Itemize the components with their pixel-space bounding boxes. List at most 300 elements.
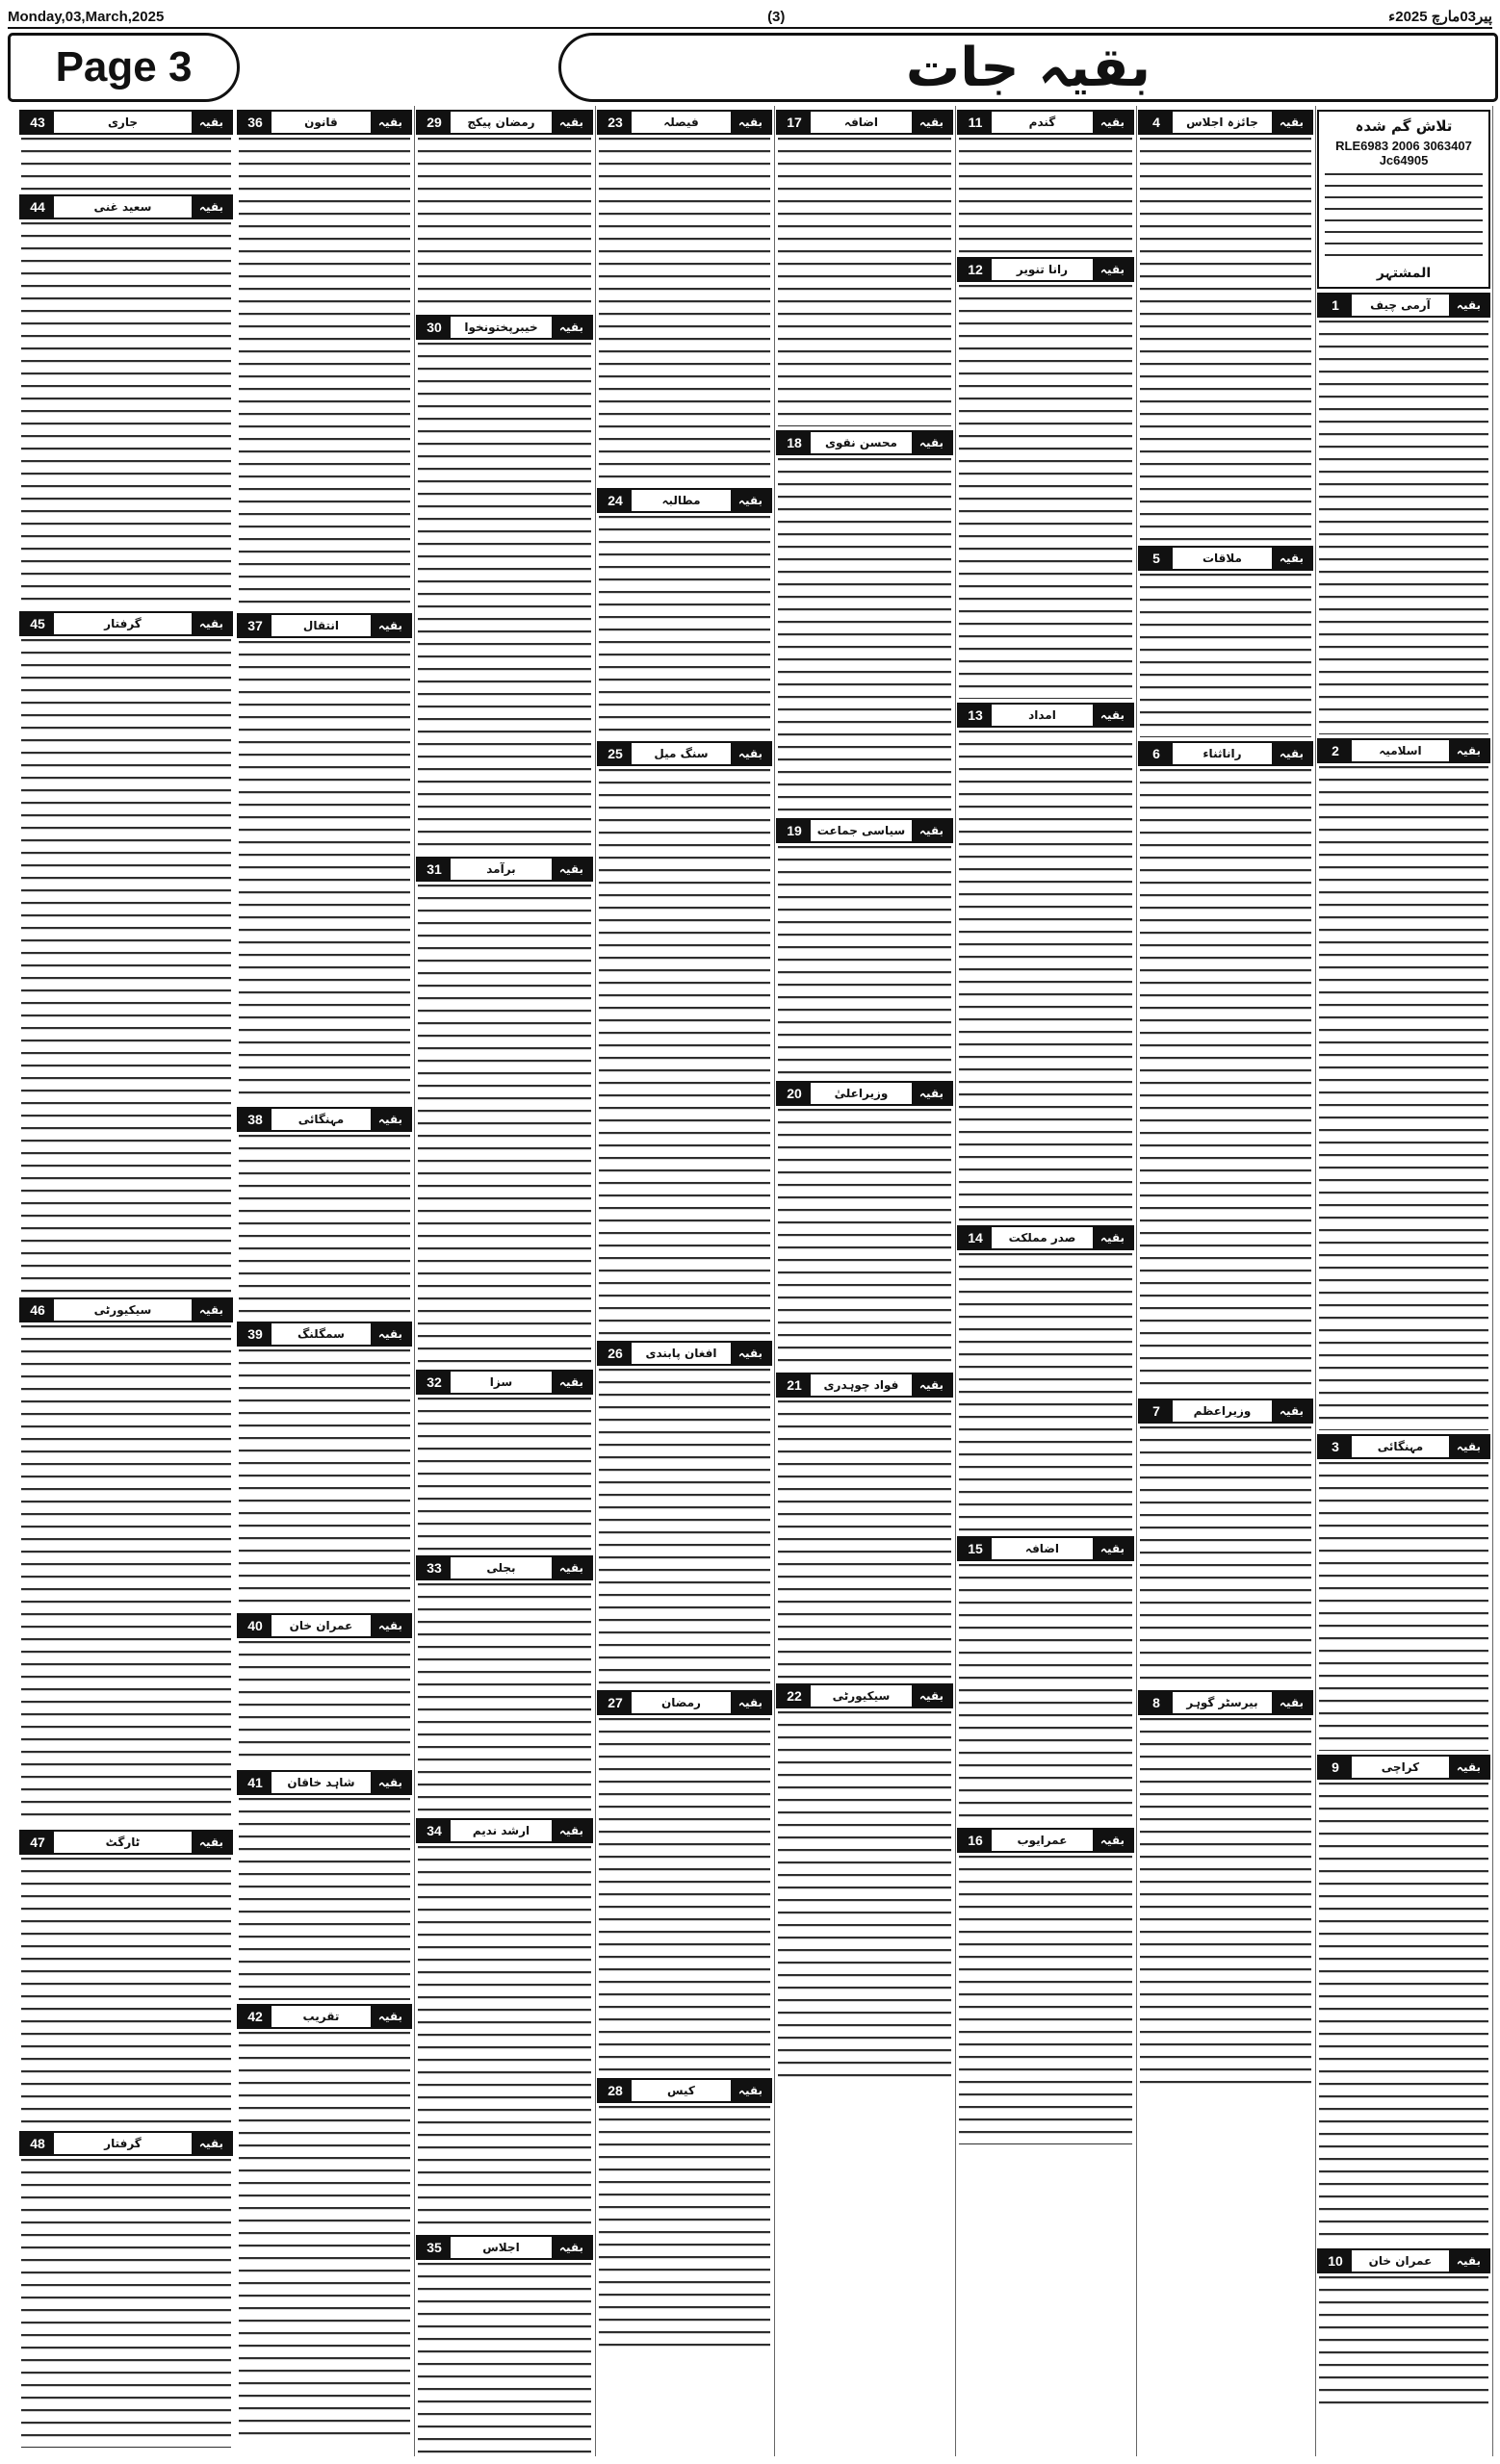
continuation-label: بقیہ	[371, 1109, 410, 1130]
continuation-number: 46	[21, 1299, 54, 1321]
continuation-heading	[776, 818, 953, 843]
article-text	[1140, 1426, 1311, 1686]
continuation-block	[414, 2235, 595, 2455]
continuation-title: مہنگائی	[1377, 1440, 1424, 1453]
continuation-title: سعید غنی	[93, 200, 152, 214]
continuation-block	[1136, 110, 1315, 542]
continuation-label: بقیہ	[912, 820, 951, 841]
article-text	[239, 1135, 410, 1318]
continuation-number: 44	[21, 196, 54, 218]
continuation-title: محسن نقوی	[825, 436, 897, 449]
article-text	[21, 1325, 231, 1826]
article-text	[418, 343, 591, 853]
continuation-title: رمضان پیکج	[467, 116, 535, 129]
continuation-block	[955, 257, 1136, 699]
continuation-block	[955, 1225, 1136, 1532]
article-text	[418, 1583, 591, 1814]
column-4	[774, 106, 956, 2456]
continuation-label: بقیہ	[192, 1299, 231, 1321]
article-text	[778, 1711, 951, 2077]
article-text	[599, 516, 770, 737]
continuation-block	[595, 1341, 774, 1686]
continuation-label: بقیہ	[371, 1772, 410, 1793]
continuation-block	[235, 1322, 414, 1609]
continuation-label: بقیہ	[1449, 740, 1488, 761]
continuation-title: برآمد	[486, 862, 516, 876]
continuation-label: بقیہ	[731, 1343, 770, 1364]
article-text	[21, 222, 231, 607]
continuation-label: بقیہ	[1449, 1757, 1488, 1778]
continuation-number: 7	[1140, 1400, 1173, 1422]
continuation-block	[955, 1828, 1136, 2144]
continuation-number: 33	[418, 1557, 451, 1578]
continuation-heading	[957, 110, 1134, 135]
continuation-heading	[1317, 738, 1490, 763]
continuation-block	[955, 703, 1136, 1221]
continuation-block	[17, 2131, 235, 2448]
continuation-block	[414, 1370, 595, 1552]
continuation-block	[235, 1613, 414, 1766]
continuation-heading	[237, 613, 412, 638]
article-text	[1140, 574, 1311, 737]
continuation-number: 34	[418, 1820, 451, 1841]
continuation-number: 32	[418, 1372, 451, 1393]
continuation-label: بقیہ	[192, 1832, 231, 1853]
continuation-heading	[1138, 1690, 1313, 1715]
continuation-title: رانا تنویر	[1016, 263, 1069, 276]
article-text	[239, 641, 410, 1103]
continuation-number: 43	[21, 112, 54, 133]
continuation-block	[235, 1107, 414, 1318]
continuation-title: سیاسی جماعت	[816, 824, 906, 837]
article-text	[418, 885, 591, 1366]
continuation-label: بقیہ	[1449, 295, 1488, 316]
continuation-label: بقیہ	[552, 1372, 591, 1393]
column-3	[955, 106, 1137, 2456]
continuation-label: بقیہ	[731, 1692, 770, 1713]
continuation-heading	[416, 315, 593, 340]
article-text	[599, 1718, 770, 2074]
continuation-heading	[1317, 1755, 1490, 1780]
continuation-number: 1	[1319, 295, 1352, 316]
continuation-heading	[416, 1370, 593, 1395]
continuation-number: 31	[418, 859, 451, 880]
continuation-title: کراچی	[1381, 1760, 1420, 1774]
continuation-label: بقیہ	[731, 743, 770, 764]
article-text	[1319, 766, 1488, 1430]
continuation-number: 30	[418, 317, 451, 338]
continuation-heading	[237, 1107, 412, 1132]
continuation-title: گرفتار	[104, 2137, 142, 2150]
continuation-heading	[19, 110, 233, 135]
article-text	[959, 1253, 1132, 1532]
article-text	[21, 2159, 231, 2448]
continuation-title: گرفتار	[104, 617, 142, 630]
article-text	[418, 1398, 591, 1552]
continuation-number: 18	[778, 432, 811, 453]
continuation-block	[17, 1830, 235, 2127]
article-text	[959, 1564, 1132, 1824]
continuation-title: اضافہ	[1024, 1542, 1060, 1555]
column-7	[235, 106, 415, 2456]
continuation-number: 20	[778, 1083, 811, 1104]
continuation-heading	[19, 2131, 233, 2156]
continuation-title: وزیراعلیٰ	[834, 1087, 889, 1100]
continuation-block	[1136, 546, 1315, 737]
continuation-title: راناثناء	[1203, 747, 1242, 760]
continuation-label: بقیہ	[371, 1615, 410, 1636]
continuation-number: 36	[239, 112, 272, 133]
continuation-block	[1136, 1690, 1315, 2084]
article-text	[959, 731, 1132, 1221]
article-text	[778, 846, 951, 1077]
article-text	[1140, 769, 1311, 1395]
article-text	[599, 769, 770, 1337]
continuation-title: اضافہ	[843, 116, 879, 129]
article-text	[778, 1109, 951, 1369]
continuation-label: بقیہ	[912, 1083, 951, 1104]
continuation-number: 39	[239, 1323, 272, 1345]
continuation-title: فواد چوہدری	[823, 1378, 899, 1392]
article-text	[1140, 1718, 1311, 2084]
lost-notice-ad	[1317, 110, 1490, 289]
column-2	[1136, 106, 1316, 2456]
continuation-heading	[957, 1225, 1134, 1250]
continuation-heading	[416, 110, 593, 135]
article-text	[1319, 1462, 1488, 1751]
continuation-number: 11	[959, 112, 992, 133]
continuation-heading	[776, 110, 953, 135]
continuation-heading	[1138, 741, 1313, 766]
continuation-number: 38	[239, 1109, 272, 1130]
continuation-heading	[957, 1828, 1134, 1853]
continuation-number: 6	[1140, 743, 1173, 764]
column-1	[1315, 106, 1493, 2456]
continuation-heading	[776, 1683, 953, 1708]
urdu-date: پیر03مارچ 2025ء	[1388, 9, 1492, 25]
continuation-heading	[1317, 293, 1490, 318]
continuation-label: بقیہ	[552, 859, 591, 880]
continuation-heading	[957, 703, 1134, 728]
continuation-number: 12	[959, 259, 992, 280]
continuation-title: خیبرپختونخوا	[464, 321, 538, 334]
continuation-title: انتقال	[302, 619, 339, 632]
article-text	[778, 458, 951, 814]
continuation-number: 45	[21, 613, 54, 634]
page-label: Page 3	[8, 33, 240, 102]
continuation-number: 16	[959, 1830, 992, 1851]
continuation-block	[774, 818, 955, 1077]
continuation-label: بقیہ	[1093, 705, 1132, 726]
continuation-title: سنگ میل	[654, 747, 709, 760]
continuation-label: بقیہ	[1449, 2250, 1488, 2272]
continuation-heading	[1138, 1399, 1313, 1424]
continuation-label: بقیہ	[1093, 1227, 1132, 1248]
article-text	[21, 639, 231, 1294]
article-text	[778, 138, 951, 426]
continuation-label: بقیہ	[192, 613, 231, 634]
continuation-heading	[19, 1830, 233, 1855]
continuation-title: مطالبہ	[661, 494, 701, 507]
continuation-label: بقیہ	[1093, 1538, 1132, 1559]
continuation-label: بقیہ	[912, 112, 951, 133]
continuation-heading	[1317, 2248, 1490, 2273]
article-text	[1319, 321, 1488, 734]
continuation-title: بیرسٹر گوہر	[1186, 1696, 1258, 1709]
continuation-block	[414, 110, 595, 311]
continuation-heading	[776, 1373, 953, 1398]
continuation-title: اجلاس	[482, 2241, 520, 2254]
continuation-block	[774, 110, 955, 426]
article-text	[959, 285, 1132, 699]
continuation-heading	[237, 1770, 412, 1795]
continuation-heading	[1317, 1434, 1490, 1459]
article-text	[239, 138, 410, 609]
continuation-block	[1315, 293, 1492, 734]
continuation-block	[595, 1690, 774, 2074]
continuation-title: جاری	[107, 116, 138, 129]
article-text	[1319, 2276, 1488, 2411]
continuation-block	[774, 1683, 955, 2077]
continuation-block	[414, 1555, 595, 1814]
continuation-number: 8	[1140, 1692, 1173, 1713]
continuation-label: بقیہ	[731, 2080, 770, 2101]
continuation-block	[955, 110, 1136, 253]
continuation-heading	[957, 257, 1134, 282]
continuation-label: بقیہ	[1093, 259, 1132, 280]
continuation-label: بقیہ	[912, 432, 951, 453]
continuation-title: بجلی	[486, 1561, 516, 1575]
continuation-block	[1315, 2248, 1492, 2411]
continuation-label: بقیہ	[1093, 112, 1132, 133]
continuation-heading	[237, 2004, 412, 2029]
section-title: بقیہ جات	[558, 33, 1498, 102]
continuation-block	[595, 110, 774, 484]
article-text	[599, 2106, 770, 2356]
continuation-heading	[597, 1341, 772, 1366]
column-6	[414, 106, 596, 2456]
continuation-heading	[776, 430, 953, 455]
continuation-number: 17	[778, 112, 811, 133]
continuation-heading	[597, 2078, 772, 2103]
continuation-title: عمران خان	[289, 1619, 353, 1632]
article-text	[21, 138, 231, 191]
continuation-number: 14	[959, 1227, 992, 1248]
continuation-title: ملاقات	[1202, 552, 1242, 565]
article-text	[239, 1798, 410, 2000]
date-strip	[8, 6, 1492, 29]
continuation-block	[17, 194, 235, 607]
continuation-label: بقیہ	[552, 317, 591, 338]
continuation-block	[774, 1373, 955, 1680]
continuation-label: بقیہ	[1272, 1400, 1311, 1422]
continuation-label: بقیہ	[552, 1820, 591, 1841]
article-text	[239, 1349, 410, 1609]
continuation-block	[414, 315, 595, 853]
continuation-label: بقیہ	[371, 615, 410, 636]
continuation-number: 41	[239, 1772, 272, 1793]
continuation-title: کیس	[667, 2084, 695, 2097]
lost-notice-refs: RLE6983 2006 3063407 Jc64905	[1335, 139, 1472, 167]
continuation-number: 22	[778, 1685, 811, 1707]
continuation-title: تقریب	[302, 2010, 340, 2023]
continuation-block	[595, 741, 774, 1337]
continuation-label: بقیہ	[371, 1323, 410, 1345]
continuation-title: قانون	[304, 116, 338, 129]
continuation-label: بقیہ	[192, 2133, 231, 2154]
article-text	[239, 2032, 410, 2436]
article-text	[1319, 1783, 1488, 2245]
continuation-heading	[19, 611, 233, 636]
continuation-title: عمران خان	[1368, 2254, 1433, 2268]
continuation-block	[17, 611, 235, 1294]
continuation-label: بقیہ	[731, 112, 770, 133]
continuation-number: 25	[599, 743, 632, 764]
continuation-number: 42	[239, 2006, 272, 2027]
continuation-title: آرمی چیف	[1370, 298, 1431, 312]
page-number-center: (3)	[767, 8, 786, 25]
continuation-block	[414, 857, 595, 1366]
continuation-block	[1315, 1434, 1492, 1751]
continuation-number: 47	[21, 1832, 54, 1853]
continuation-label: بقیہ	[912, 1374, 951, 1396]
continuation-number: 27	[599, 1692, 632, 1713]
continuation-title: رمضان	[661, 1696, 701, 1709]
continuation-block	[595, 2078, 774, 2356]
continuation-block	[595, 488, 774, 737]
article-text	[418, 1846, 591, 2231]
article-text	[959, 1856, 1132, 2144]
continuation-heading	[237, 1613, 412, 1638]
continuation-title: جائزہ اجلاس	[1186, 116, 1258, 129]
continuation-heading	[1138, 546, 1313, 571]
continuation-title: سیکیورٹی	[832, 1689, 891, 1703]
continuation-block	[414, 1818, 595, 2231]
continuation-title: ٹارگٹ	[105, 1835, 141, 1849]
continuation-number: 37	[239, 615, 272, 636]
continuation-title: وزیراعظم	[1193, 1404, 1252, 1418]
continuation-heading	[597, 1690, 772, 1715]
lost-notice-signature: المشتہر	[1376, 266, 1432, 281]
continuation-heading	[957, 1536, 1134, 1561]
continuation-heading	[416, 1818, 593, 1843]
continuation-title: عمرایوب	[1017, 1834, 1068, 1847]
continuation-label: بقیہ	[552, 1557, 591, 1578]
continuation-block	[235, 110, 414, 609]
continuation-block	[1136, 1399, 1315, 1686]
continuation-title: سزا	[489, 1375, 513, 1389]
article-text	[959, 138, 1132, 253]
continuation-label: بقیہ	[1272, 548, 1311, 569]
article-text	[1140, 138, 1311, 542]
continuation-number: 28	[599, 2080, 632, 2101]
continuation-label: بقیہ	[552, 112, 591, 133]
continuation-heading	[597, 110, 772, 135]
continuation-number: 13	[959, 705, 992, 726]
continuation-number: 23	[599, 112, 632, 133]
continuation-title: شاہد خاقان	[287, 1776, 355, 1789]
continuation-heading	[416, 2235, 593, 2260]
continuation-title: سیکیورٹی	[93, 1303, 152, 1317]
continuation-label: بقیہ	[192, 112, 231, 133]
continuation-block	[17, 110, 235, 191]
continuation-title: افغان پابندی	[645, 1347, 717, 1360]
continuation-label: بقیہ	[731, 490, 770, 511]
continuation-block	[1315, 1755, 1492, 2245]
lost-notice-title: تلاش گم شدہ	[1325, 117, 1483, 135]
english-date: Monday,03,March,2025	[8, 8, 165, 25]
continuation-number: 21	[778, 1374, 811, 1396]
continuation-heading	[1138, 110, 1313, 135]
continuation-block	[774, 1081, 955, 1369]
columns-area	[8, 106, 1492, 2456]
article-text	[418, 138, 591, 311]
continuation-heading	[416, 1555, 593, 1580]
continuation-label: بقیہ	[1093, 1830, 1132, 1851]
column-5	[595, 106, 775, 2456]
continuation-number: 48	[21, 2133, 54, 2154]
continuation-heading	[416, 857, 593, 882]
continuation-label: بقیہ	[552, 2237, 591, 2258]
continuation-heading	[19, 1297, 233, 1322]
lost-notice-body	[1325, 173, 1483, 260]
continuation-number: 9	[1319, 1757, 1352, 1778]
continuation-title: امداد	[1028, 708, 1056, 722]
continuation-heading	[237, 110, 412, 135]
continuation-number: 4	[1140, 112, 1173, 133]
continuation-number: 3	[1319, 1436, 1352, 1457]
continuation-block	[774, 430, 955, 814]
continuation-heading	[237, 1322, 412, 1347]
continuation-block	[235, 2004, 414, 2436]
continuation-title: فیصلہ	[663, 116, 699, 129]
continuation-number: 2	[1319, 740, 1352, 761]
continuation-label: بقیہ	[1272, 1692, 1311, 1713]
continuation-number: 19	[778, 820, 811, 841]
continuation-title: صدر مملکت	[1008, 1231, 1076, 1245]
continuation-label: بقیہ	[1272, 112, 1311, 133]
continuation-title: اسلامیہ	[1379, 744, 1422, 757]
continuation-title: گندم	[1028, 116, 1056, 129]
continuation-number: 10	[1319, 2250, 1352, 2272]
continuation-number: 26	[599, 1343, 632, 1364]
continuation-number: 35	[418, 2237, 451, 2258]
continuation-label: بقیہ	[1449, 1436, 1488, 1457]
continuation-block	[1315, 738, 1492, 1430]
continuation-label: بقیہ	[371, 2006, 410, 2027]
article-text	[599, 138, 770, 484]
continuation-title: ارشد ندیم	[472, 1824, 530, 1837]
continuation-block	[17, 1297, 235, 1826]
continuation-block	[1136, 741, 1315, 1395]
continuation-heading	[597, 488, 772, 513]
continuation-number: 15	[959, 1538, 992, 1559]
continuation-block	[235, 1770, 414, 2000]
continuation-heading	[597, 741, 772, 766]
continuation-title: سمگلنگ	[297, 1327, 345, 1341]
continuation-number: 29	[418, 112, 451, 133]
continuation-number: 24	[599, 490, 632, 511]
continuation-number: 5	[1140, 548, 1173, 569]
continuation-number: 40	[239, 1615, 272, 1636]
continuation-block	[955, 1536, 1136, 1824]
article-text	[239, 1641, 410, 1766]
continuation-label: بقیہ	[371, 112, 410, 133]
article-text	[418, 2263, 591, 2455]
article-text	[599, 1369, 770, 1686]
continuation-block	[235, 613, 414, 1103]
masthead	[8, 29, 1492, 102]
